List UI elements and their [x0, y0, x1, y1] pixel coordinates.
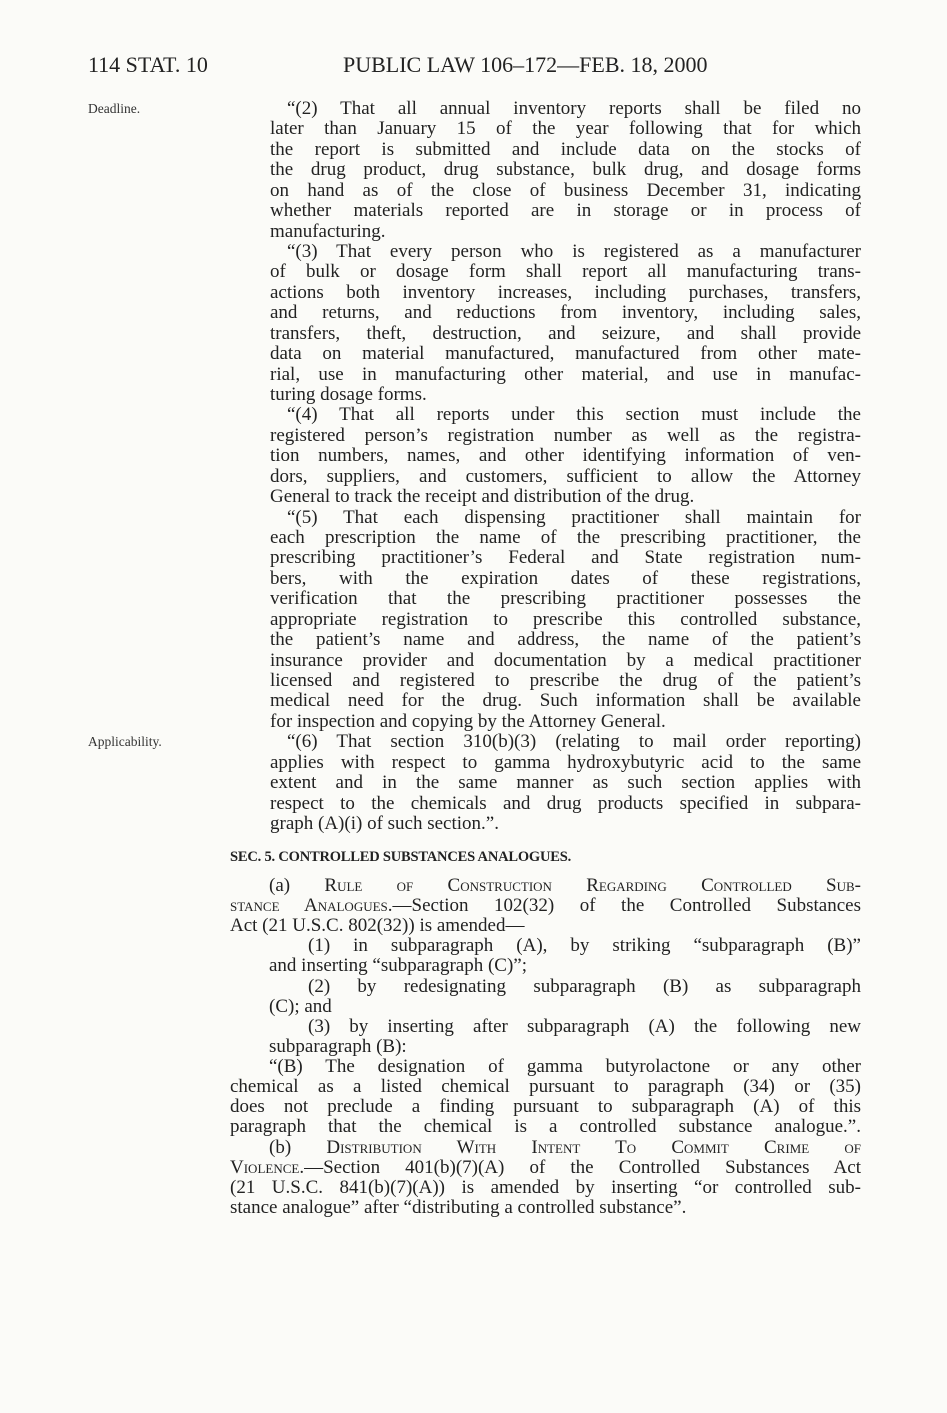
paragraph-line: whether materials reported are in storage or in process of — [270, 200, 861, 222]
small-caps-heading: Rule of Construction Regarding Controlled Sub- — [324, 875, 861, 896]
page-stat-number: 114 STAT. 10 — [88, 52, 208, 77]
margin-note-applicability: Applicability. — [88, 734, 162, 749]
paragraph-line: licensed and registered to prescribe the drug of the patient’s — [270, 670, 861, 692]
paragraph-line: actions both inventory increases, including purchases, transfers, — [270, 281, 861, 303]
section-line: and inserting “subparagraph (C)”; — [269, 955, 527, 977]
paragraph-line: “(5) That each dispensing practitioner shall maintain for — [287, 506, 861, 528]
text-run: (a) — [269, 875, 325, 896]
paragraph-line: on hand as of the close of business December 31, indicating — [270, 179, 861, 201]
paragraph-line: the report is submitted and include data on the stocks of — [270, 138, 861, 160]
paragraph-line: “(2) That all annual inventory reports shall be filed no — [287, 98, 861, 119]
section-heading: SEC. 5. CONTROLLED SUBSTANCES ANALOGUES. — [230, 849, 572, 865]
paragraph-line: turing dosage forms. — [270, 384, 427, 406]
small-caps-heading: stance Analogues. — [230, 895, 393, 917]
section-line — [230, 896, 861, 916]
text-run: —Section 102(32) of the Controlled Substances — [392, 895, 861, 917]
paragraph-line: “(3) That every person who is registered as a manufacturer — [287, 241, 861, 262]
paragraph-line: bers, with the expiration dates of these registrations, — [270, 567, 861, 589]
section-line: (21 U.S.C. 841(b)(7)(A)) is amended by inserting “or controlled sub- — [230, 1176, 861, 1198]
text-run: (b) — [269, 1136, 327, 1158]
section-line: stance analogue” after “distributing a controlled substance”. — [230, 1196, 687, 1218]
paragraph-line: of bulk or dosage form shall report all manufacturing trans- — [270, 261, 861, 283]
paragraph-line: for inspection and copying by the Attorney General. — [270, 710, 666, 732]
section-line: paragraph that the chemical is a controlled substance analogue.”. — [230, 1116, 861, 1138]
paragraph-line: rial, use in manufacturing other material, and use in manufac- — [270, 363, 861, 385]
paragraph-line: medical need for the drug. Such information shall be available — [270, 690, 861, 712]
paragraph-line: later than January 15 of the year following that for which — [270, 118, 861, 140]
paragraph-line: graph (A)(i) of such section.”. — [270, 813, 499, 835]
paragraph-line: General to track the receipt and distribution of the drug. — [270, 486, 695, 508]
paragraph-line: the patient’s name and address, the name of the patient’s — [270, 629, 861, 651]
paragraph-line: each prescription the name of the prescribing practitioner, the — [270, 527, 861, 549]
paragraph-line: transfers, theft, destruction, and seizure, and shall provide — [270, 322, 861, 344]
paragraph-line: and returns, and reductions from inventory, including sales, — [270, 302, 861, 324]
paragraph-line: appropriate registration to prescribe this controlled substance, — [270, 608, 861, 630]
section-line: (2) by redesignating subparagraph (B) as subparagraph — [308, 975, 861, 997]
paragraph-line: “(4) That all reports under this section must include the — [287, 404, 861, 426]
paragraph-line: extent and in the same manner as such section applies with — [270, 772, 861, 794]
paragraph-line: “(6) That section 310(b)(3) (relating to mail order reporting) — [287, 731, 861, 753]
section-line: “(B) The designation of gamma butyrolactone or any other — [269, 1056, 861, 1078]
paragraph-line: the drug product, drug substance, bulk drug, and dosage forms — [270, 159, 861, 181]
small-caps-heading: Distribution With Intent To Commit Crime of — [326, 1136, 861, 1158]
section-line: does not preclude a finding pursuant to subparagraph (A) of this — [230, 1096, 861, 1118]
text-run: —Section 401(b)(7)(A) of the Controlled Substances Act — [304, 1156, 861, 1178]
section-line: Act (21 U.S.C. 802(32)) is amended— — [230, 915, 525, 937]
section-line: (C); and — [269, 995, 332, 1017]
paragraph-line: prescribing practitioner’s Federal and State registration num- — [270, 547, 861, 569]
paragraph-line: data on material manufactured, manufactured from other mate- — [270, 343, 861, 365]
paragraph-line: respect to the chemicals and drug products specified in subpara- — [270, 792, 861, 814]
paragraph-line: tion numbers, names, and other identifying information of ven- — [270, 445, 861, 467]
paragraph-line: manufacturing. — [270, 220, 386, 242]
paragraph-line: insurance provider and documentation by a medical practitioner — [270, 649, 861, 671]
paragraph-line: dors, suppliers, and customers, sufficient to allow the Attorney — [270, 465, 861, 487]
running-head: PUBLIC LAW 106–172—FEB. 18, 2000 — [343, 52, 708, 77]
section-line — [269, 1138, 861, 1158]
paragraph-line: applies with respect to gamma hydroxybutyric acid to the same — [270, 751, 861, 773]
paragraph-line: verification that the prescribing practitioner possesses the — [270, 588, 861, 610]
margin-note-deadline: Deadline. — [88, 101, 141, 116]
section-line: (1) in subparagraph (A), by striking “subparagraph (B)” — [308, 935, 861, 957]
section-line — [269, 876, 861, 896]
section-line: subparagraph (B): — [269, 1035, 407, 1057]
section-line — [230, 1158, 861, 1178]
small-caps-heading: Violence. — [230, 1156, 305, 1178]
section-line: chemical as a listed chemical pursuant to paragraph (34) or (35) — [230, 1076, 861, 1098]
section-line: (3) by inserting after subparagraph (A) the following new — [308, 1015, 861, 1037]
paragraph-line: registered person’s registration number as well as the registra- — [270, 424, 861, 446]
